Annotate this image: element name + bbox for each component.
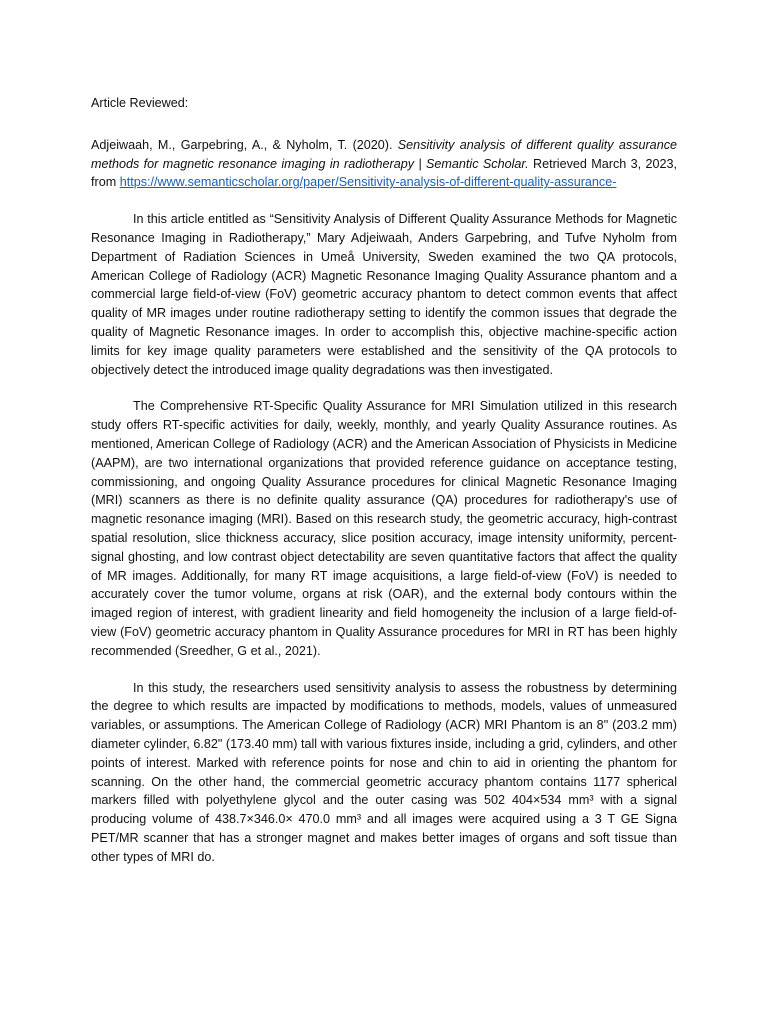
article-reviewed-heading: Article Reviewed: (91, 96, 189, 110)
citation (91, 136, 677, 192)
document-body (91, 94, 677, 866)
citation-retrieved: Retrieved March 3, 2023, from (91, 156, 677, 190)
citation-authors: Adjeiwaah, M., Garpebring, A., & Nyholm, T. (2020). (91, 137, 398, 152)
paragraph-3: In this study, the researchers used sensitivity analysis to assess the robustness by determining the degree to which results are impacted by modifications to methods, models, values of unmeasured variables, or assumptions. The American College of Radiology (ACR) MRI Phantom is an 8" (203.2 mm) diameter cylinder, 6.82" (173.40 mm) tall with various fixtures inside, including a grid, cylinders, and other points of interest. Marked with reference points for nose and chin to aid in orienting the phantom for scanning. On the other hand, the commercial geometric accuracy phantom contains 1177 spherical markers filled with polyethylene glycol and the outer casing was 502 404×534 mm³ with a signal producing volume of 438.7×346.0× 470.0 mm³ and all images were acquired using a 3 T GE Signa PET/MR scanner that has a stronger magnet and makes better images of organs and soft tissue than other types of MRI do. (91, 680, 677, 864)
paragraph-2: The Comprehensive RT-Specific Quality Assurance for MRI Simulation utilized in this research study offers RT-specific activities for daily, weekly, monthly, and yearly Quality Assurance routines. As mentioned, American College of Radiology (ACR) and the American Association of Physicists in Medicine (AAPM), are two international organizations that provided reference guidance on acceptance testing, commissioning, and ongoing Quality Assurance procedures for clinical Magnetic Resonance Imaging (MRI) scanners as there is no definite quality assurance (QA) procedures for radiotherapy's use of magnetic resonance imaging (MRI). Based on this research study, the geometric accuracy, high-contrast spatial resolution, slice thickness accuracy, slice position accuracy, image intensity uniformity, percent-signal ghosting, and low contrast object detectability are seven quantitative factors that affect the quality of MR images. Additionally, for many RT image acquisitions, a large field-of-view (FoV) is needed to accurately cover the tumor volume, organs at risk (OAR), and the external body contours within the imaged region of interest, with gradient linearity and field homogeneity the inclusion of a large field-of-view (FoV) geometric accuracy phantom in Quality Assurance procedures for MRI in RT has been highly recommended (Sreedher, G et al., 2021). (91, 399, 677, 658)
citation-link[interactable]: https://www.semanticscholar.org/paper/Sensitivity-analysis-of-different-quality-assurance- (119, 175, 617, 190)
citation-title: Sensitivity analysis of different quality assurance methods for magnetic resonance imaging in radiotherapy | Semantic Scholar. (91, 137, 677, 171)
paragraph-1: In this article entitled as “Sensitivity Analysis of Different Quality Assurance Methods for Magnetic Resonance Imaging in Radiotherapy,” Mary Adjeiwaah, Anders Garpebring, and Tufve Nyholm from Department of Radiation Sciences in Umeå University, Sweden examined the two QA protocols, American College of Radiology (ACR) Magnetic Resonance Imaging Quality Assurance phantom and a commercial large field-of-view (FoV) geometric accuracy phantom to detect common events that affect quality of MR images under routine radiotherapy setting to identify the common issues that degrade the quality of Magnetic Resonance images. In order to accomplish this, objective machine-specific action limits for key image quality parameters were established and the sensitivity of the QA protocols to objectively detect the introduced image quality degradations was then investigated. (91, 212, 677, 377)
